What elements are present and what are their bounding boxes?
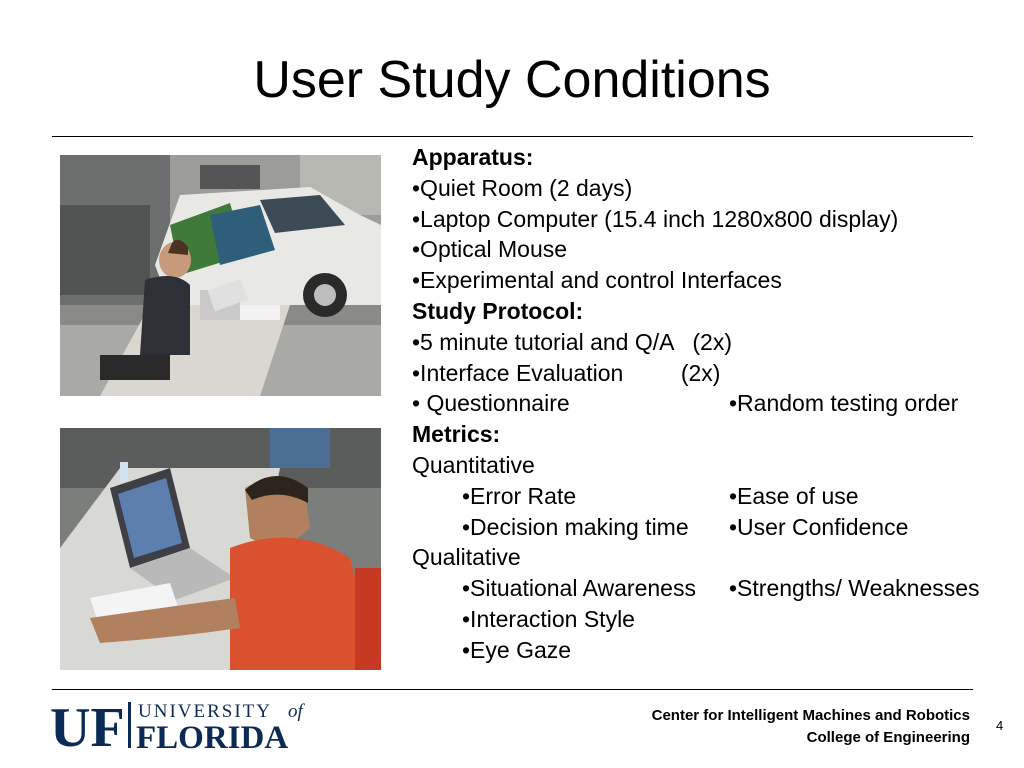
metric-left: •Situational Awareness: [462, 575, 696, 602]
study-details: [412, 142, 1024, 666]
apparatus-heading: Apparatus:: [412, 144, 534, 170]
metrics-heading: Metrics:: [412, 421, 501, 448]
photo-participant-orange-shirt: [60, 428, 381, 670]
protocol-item-extra: •Random testing order: [729, 390, 959, 417]
metric-right: •Ease of use: [729, 482, 859, 509]
center-name: Center for Intelligent Machines and Robotics: [651, 707, 970, 724]
list-item: •Interface Evaluation (2x): [412, 359, 721, 386]
protocol-heading: Study Protocol:: [412, 297, 584, 324]
metric-right: •Strengths/ Weaknesses: [729, 575, 980, 602]
logo-of-text: of: [288, 701, 303, 722]
title-divider: [52, 136, 973, 137]
slide-title: User Study Conditions: [253, 51, 771, 109]
logo-uf-text: UF: [50, 697, 125, 752]
metric-right: •User Confidence: [729, 513, 909, 540]
list-item: •Optical Mouse: [412, 236, 568, 263]
photo-participant-with-vehicle: [60, 155, 381, 396]
metric-left: •Error Rate: [462, 482, 577, 509]
list-item: [412, 604, 1024, 635]
footer-divider: [52, 689, 973, 690]
list-item: •5 minute tutorial and Q/A (2x): [412, 328, 732, 355]
college-name: College of Engineering: [806, 729, 970, 746]
metric-left: •Interaction Style: [462, 605, 635, 632]
list-item: [412, 388, 1024, 419]
page-number: 4: [996, 718, 1004, 733]
list-item: •Quiet Room (2 days): [412, 174, 633, 201]
logo-university-text: UNIVERSITY: [138, 701, 272, 722]
university-of-florida-logo: [50, 696, 330, 752]
qualitative-label: Qualitative: [412, 544, 521, 571]
protocol-item-text: • Questionnaire: [412, 390, 570, 417]
list-item: [412, 512, 1024, 543]
list-item: •Experimental and control Interfaces: [412, 267, 782, 294]
metric-left: •Eye Gaze: [462, 636, 572, 663]
list-item: [412, 635, 1024, 666]
list-item: •Laptop Computer (15.4 inch 1280x800 display): [412, 205, 899, 232]
list-item: [412, 573, 1024, 604]
metric-left: •Decision making time: [462, 513, 689, 540]
quantitative-label: Quantitative: [412, 451, 535, 478]
footer-institution: [652, 705, 970, 749]
logo-florida-text: FLORIDA: [136, 720, 289, 752]
list-item: [412, 481, 1024, 512]
